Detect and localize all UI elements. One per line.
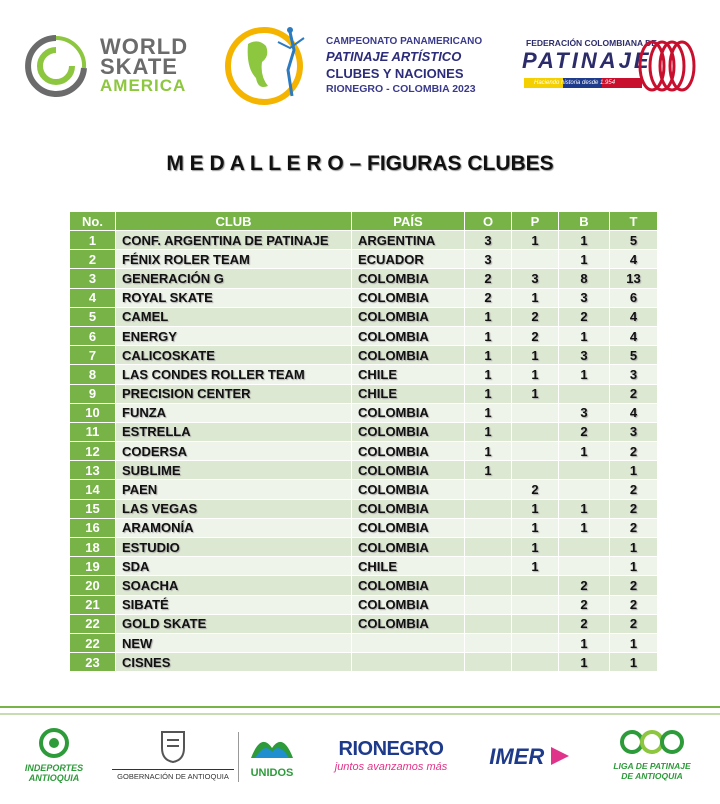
cell-total: 3 (610, 365, 658, 384)
cell-club: ROYAL SKATE (116, 288, 352, 307)
cell-plata: 3 (512, 269, 559, 288)
cell-plata: 2 (512, 326, 559, 345)
cell-bronce (559, 480, 610, 499)
column-header-plata: P (512, 212, 559, 231)
cell-bronce: 8 (559, 269, 610, 288)
unidos-label: UNIDOS (250, 767, 294, 779)
table-row (70, 461, 658, 480)
table-row (70, 250, 658, 269)
column-header-club: CLUB (116, 212, 352, 231)
cell-total: 1 (610, 557, 658, 576)
cell-bronce: 2 (559, 422, 610, 441)
cell-oro: 1 (465, 422, 512, 441)
cell-bronce: 1 (559, 250, 610, 269)
cell-oro (465, 538, 512, 557)
cell-plata: 1 (512, 518, 559, 537)
cell-club: SDA (116, 557, 352, 576)
table-row (70, 346, 658, 365)
cell-pais: COLOMBIA (352, 346, 465, 365)
footer-divider-light (0, 713, 720, 715)
cell-no: 15 (70, 499, 116, 518)
cell-pais: CHILE (352, 365, 465, 384)
cell-oro: 2 (465, 269, 512, 288)
cell-club: CONF. ARGENTINA DE PATINAJE (116, 231, 352, 250)
cell-total: 4 (610, 307, 658, 326)
unidos-mountains-icon (249, 728, 295, 762)
cell-no: 14 (70, 480, 116, 499)
cell-plata: 1 (512, 557, 559, 576)
globe-skater-icon (218, 22, 323, 108)
cell-club: LAS VEGAS (116, 499, 352, 518)
cell-total: 6 (610, 288, 658, 307)
cell-oro (465, 576, 512, 595)
cell-no: 9 (70, 384, 116, 403)
federacion-line2: PATINAJE (522, 48, 652, 73)
table-row (70, 576, 658, 595)
world-skate-line3: AMERICA (100, 76, 187, 95)
cell-total: 1 (610, 538, 658, 557)
colombia-flag-band (524, 78, 642, 88)
cell-pais (352, 653, 465, 672)
cell-bronce: 1 (559, 326, 610, 345)
cell-club: GENERACIÓN G (116, 269, 352, 288)
table-row (70, 442, 658, 461)
cell-club: CAMEL (116, 307, 352, 326)
cell-oro: 1 (465, 326, 512, 345)
cell-pais: ECUADOR (352, 250, 465, 269)
cell-pais: COLOMBIA (352, 499, 465, 518)
cell-no: 11 (70, 422, 116, 441)
cell-bronce: 1 (559, 633, 610, 652)
cell-no: 7 (70, 346, 116, 365)
cell-oro (465, 633, 512, 652)
cell-bronce: 1 (559, 518, 610, 537)
red-rings-icon (636, 38, 702, 94)
header (0, 0, 720, 120)
cell-plata (512, 653, 559, 672)
unidos-logo (244, 728, 300, 788)
cell-no: 20 (70, 576, 116, 595)
cell-bronce: 3 (559, 346, 610, 365)
table-row (70, 231, 658, 250)
column-header-no: No. (70, 212, 116, 231)
cell-pais: COLOMBIA (352, 480, 465, 499)
gobernacion-label: GOBERNACIÓN DE ANTIOQUIA (112, 769, 234, 781)
cell-oro (465, 557, 512, 576)
cell-plata (512, 442, 559, 461)
cell-no: 19 (70, 557, 116, 576)
cell-bronce: 3 (559, 403, 610, 422)
cell-club: FÉNIX ROLER TEAM (116, 250, 352, 269)
cell-pais: COLOMBIA (352, 576, 465, 595)
cell-club: CISNES (116, 653, 352, 672)
indeportes-line2: ANTIOQUIA (28, 773, 80, 783)
table-row (70, 653, 658, 672)
cell-oro: 1 (465, 307, 512, 326)
cell-bronce: 2 (559, 576, 610, 595)
campeonato-line3: CLUBES Y NACIONES (326, 66, 464, 81)
imer-logo (474, 728, 586, 788)
cell-no: 18 (70, 538, 116, 557)
cell-oro (465, 480, 512, 499)
cell-bronce: 1 (559, 442, 610, 461)
cell-club: NEW (116, 633, 352, 652)
medal-table (69, 211, 658, 672)
table-row (70, 422, 658, 441)
cell-oro: 1 (465, 384, 512, 403)
cell-no: 8 (70, 365, 116, 384)
table-row (70, 518, 658, 537)
table-row (70, 614, 658, 633)
cell-bronce: 2 (559, 614, 610, 633)
cell-pais: COLOMBIA (352, 269, 465, 288)
cell-club: ESTRELLA (116, 422, 352, 441)
cell-bronce: 1 (559, 653, 610, 672)
cell-total: 4 (610, 250, 658, 269)
cell-total: 2 (610, 384, 658, 403)
column-header-oro: O (465, 212, 512, 231)
indeportes-line1: INDEPORTES (24, 763, 84, 773)
cell-no: 2 (70, 250, 116, 269)
cell-club: ARAMONÍA (116, 518, 352, 537)
logo-divider (238, 732, 239, 782)
cell-oro: 1 (465, 442, 512, 461)
cell-total: 2 (610, 576, 658, 595)
cell-plata: 2 (512, 307, 559, 326)
cell-oro: 3 (465, 231, 512, 250)
cell-pais: COLOMBIA (352, 614, 465, 633)
cell-pais: COLOMBIA (352, 307, 465, 326)
table-row (70, 326, 658, 345)
cell-club: PRECISION CENTER (116, 384, 352, 403)
cell-oro: 1 (465, 403, 512, 422)
cell-plata: 1 (512, 288, 559, 307)
gobernacion-logo (112, 728, 234, 788)
cell-total: 2 (610, 442, 658, 461)
cell-plata (512, 633, 559, 652)
cell-bronce (559, 384, 610, 403)
cell-oro: 3 (465, 250, 512, 269)
cell-plata: 1 (512, 499, 559, 518)
cell-no: 10 (70, 403, 116, 422)
cell-pais: CHILE (352, 557, 465, 576)
table-row (70, 595, 658, 614)
cell-no: 21 (70, 595, 116, 614)
liga-line1: LIGA DE PATINAJE (613, 761, 691, 771)
cell-no: 1 (70, 231, 116, 250)
cell-oro: 1 (465, 461, 512, 480)
cell-plata (512, 614, 559, 633)
table-row (70, 557, 658, 576)
column-header-total: T (610, 212, 658, 231)
campeonato-line2: PATINAJE ARTÍSTICO (326, 49, 462, 64)
campeonato-line4: RIONEGRO - COLOMBIA 2023 (326, 83, 476, 95)
cell-pais: ARGENTINA (352, 231, 465, 250)
cell-bronce: 1 (559, 499, 610, 518)
cell-plata: 1 (512, 538, 559, 557)
table-row (70, 480, 658, 499)
cell-plata (512, 595, 559, 614)
cell-oro (465, 653, 512, 672)
world-skate-line1: WORLD (100, 34, 189, 59)
cell-no: 16 (70, 518, 116, 537)
cell-pais (352, 633, 465, 652)
cell-oro: 1 (465, 365, 512, 384)
cell-total: 1 (610, 653, 658, 672)
cell-oro: 1 (465, 346, 512, 365)
cell-pais: COLOMBIA (352, 595, 465, 614)
cell-bronce: 3 (559, 288, 610, 307)
coat-of-arms-icon (158, 728, 188, 764)
rionegro-line1: RIONEGRO (338, 738, 444, 760)
cell-total: 1 (610, 633, 658, 652)
cell-total: 2 (610, 480, 658, 499)
world-skate-line2: SKATE (100, 54, 178, 79)
cell-bronce: 2 (559, 595, 610, 614)
table-row (70, 288, 658, 307)
cell-no: 22 (70, 614, 116, 633)
cell-no: 22 (70, 633, 116, 652)
footer-divider (0, 706, 720, 708)
cell-pais: CHILE (352, 384, 465, 403)
cell-plata: 2 (512, 480, 559, 499)
table-row (70, 499, 658, 518)
cell-total: 2 (610, 614, 658, 633)
cell-club: LAS CONDES ROLLER TEAM (116, 365, 352, 384)
campeonato-logo (218, 22, 508, 108)
cell-oro (465, 595, 512, 614)
cell-plata: 1 (512, 365, 559, 384)
cell-bronce (559, 461, 610, 480)
cell-total: 4 (610, 403, 658, 422)
column-header-bronce: B (559, 212, 610, 231)
indeportes-emblem-icon (37, 728, 71, 758)
table-row (70, 307, 658, 326)
cell-club: CALICOSKATE (116, 346, 352, 365)
cell-no: 13 (70, 461, 116, 480)
cell-club: SIBATÉ (116, 595, 352, 614)
imer-label: IMER (489, 744, 545, 769)
cell-total: 1 (610, 461, 658, 480)
federacion-logo (518, 38, 703, 100)
cell-bronce: 1 (559, 231, 610, 250)
rionegro-logo (332, 728, 450, 788)
medal-table-body (70, 231, 658, 672)
cell-oro: 2 (465, 288, 512, 307)
cell-total: 13 (610, 269, 658, 288)
world-skate-america-logo (20, 30, 200, 100)
cell-club: ENERGY (116, 326, 352, 345)
imer-play-icon (549, 745, 571, 767)
campeonato-line1: CAMPEONATO PANAMERICANO (326, 36, 483, 47)
cell-oro (465, 499, 512, 518)
cell-plata (512, 250, 559, 269)
page-title: M E D A L L E R O – FIGURAS CLUBES (166, 152, 554, 175)
cell-plata (512, 403, 559, 422)
sponsor-logos (0, 728, 720, 788)
world-skate-swirl-icon (20, 32, 92, 98)
cell-plata: 1 (512, 346, 559, 365)
cell-no: 3 (70, 269, 116, 288)
cell-plata (512, 461, 559, 480)
cell-no: 12 (70, 442, 116, 461)
table-header-row (70, 212, 658, 231)
column-header-pais: PAÍS (352, 212, 465, 231)
cell-pais: COLOMBIA (352, 461, 465, 480)
cell-bronce (559, 557, 610, 576)
cell-pais: COLOMBIA (352, 288, 465, 307)
cell-club: SUBLIME (116, 461, 352, 480)
cell-club: SOACHA (116, 576, 352, 595)
liga-line2: DE ANTIOQUIA (621, 771, 683, 781)
cell-total: 2 (610, 518, 658, 537)
cell-pais: COLOMBIA (352, 442, 465, 461)
cell-club: FUNZA (116, 403, 352, 422)
federacion-line1: FEDERACIÓN COLOMBIANA DE (526, 38, 657, 48)
cell-pais: COLOMBIA (352, 538, 465, 557)
liga-rings-icon (619, 728, 685, 756)
table-row (70, 365, 658, 384)
cell-oro (465, 614, 512, 633)
cell-pais: COLOMBIA (352, 422, 465, 441)
table-row (70, 384, 658, 403)
cell-pais: COLOMBIA (352, 326, 465, 345)
cell-plata (512, 576, 559, 595)
cell-no: 4 (70, 288, 116, 307)
cell-total: 5 (610, 231, 658, 250)
cell-no: 5 (70, 307, 116, 326)
cell-total: 5 (610, 346, 658, 365)
cell-club: CODERSA (116, 442, 352, 461)
cell-total: 4 (610, 326, 658, 345)
cell-no: 6 (70, 326, 116, 345)
cell-oro (465, 518, 512, 537)
table-row (70, 403, 658, 422)
cell-plata: 1 (512, 384, 559, 403)
cell-bronce: 1 (559, 365, 610, 384)
cell-total: 2 (610, 499, 658, 518)
table-row (70, 538, 658, 557)
cell-total: 3 (610, 422, 658, 441)
table-row (70, 633, 658, 652)
table-row (70, 269, 658, 288)
federacion-tagline: Haciendo historia desde 1.954 (534, 80, 616, 86)
cell-club: GOLD SKATE (116, 614, 352, 633)
cell-plata: 1 (512, 231, 559, 250)
cell-plata (512, 422, 559, 441)
cell-bronce (559, 538, 610, 557)
liga-logo (606, 728, 698, 788)
cell-club: ESTUDIO (116, 538, 352, 557)
cell-bronce: 2 (559, 307, 610, 326)
cell-pais: COLOMBIA (352, 403, 465, 422)
indeportes-logo (18, 728, 90, 788)
rionegro-line2: juntos avanzamos más (334, 761, 448, 773)
cell-no: 23 (70, 653, 116, 672)
cell-pais: COLOMBIA (352, 518, 465, 537)
cell-club: PAEN (116, 480, 352, 499)
cell-total: 2 (610, 595, 658, 614)
